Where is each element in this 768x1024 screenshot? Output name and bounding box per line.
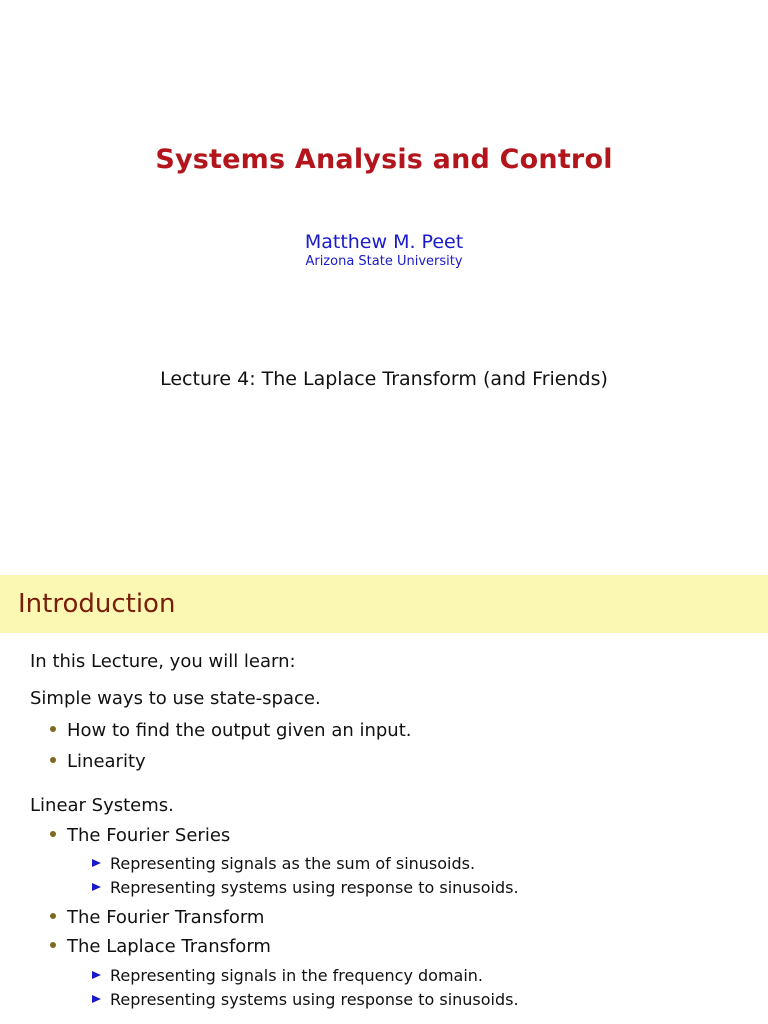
intro-text: In this Lecture, you will learn:: [30, 651, 296, 672]
section-heading: Introduction: [18, 589, 176, 619]
list-item-text: Linearity: [67, 751, 146, 772]
sub-list-item: [92, 966, 483, 985]
sub-list-item: [92, 878, 519, 897]
section2-label: Linear Systems.: [30, 795, 174, 816]
sub-list-item: [92, 854, 475, 873]
sub-list-item-text: Representing systems using response to sinusoids.: [110, 990, 519, 1009]
list-item-text: The Fourier Series: [67, 825, 231, 846]
bullet-dot-icon: [50, 913, 56, 919]
bullet-dot-icon: [50, 831, 56, 837]
list-item-text: The Fourier Transform: [67, 907, 265, 928]
list-item: [50, 907, 264, 928]
sub-list-item-text: Representing signals as the sum of sinusoids.: [110, 854, 476, 873]
author-name: Matthew M. Peet: [304, 231, 464, 253]
list-item-text: How to find the output given an input.: [67, 720, 412, 741]
triangle-bullet-icon: [92, 995, 101, 1003]
triangle-bullet-icon: [92, 971, 101, 979]
list-item: [50, 825, 230, 846]
bullet-dot-icon: [50, 942, 56, 948]
section1-label: Simple ways to use state-space.: [30, 688, 321, 709]
bullet-dot-icon: [50, 726, 56, 732]
list-item: [50, 936, 271, 957]
triangle-bullet-icon: [92, 883, 101, 891]
triangle-bullet-icon: [92, 859, 101, 867]
list-item: [50, 720, 412, 741]
sub-list-item-text: Representing systems using response to sinusoids.: [110, 878, 519, 897]
lecture-title: Lecture 4: The Laplace Transform (and Friends): [160, 368, 608, 390]
sub-list-item-text: Representing signals in the frequency domain.: [110, 966, 483, 985]
institute-name: Arizona State University: [305, 254, 463, 269]
list-item: [50, 751, 146, 772]
slide-title: Systems Analysis and Control: [155, 144, 613, 175]
section-header: [0, 575, 768, 633]
sub-list-item: [92, 990, 519, 1009]
list-item-text: The Laplace Transform: [67, 936, 271, 957]
bullet-dot-icon: [50, 757, 56, 763]
